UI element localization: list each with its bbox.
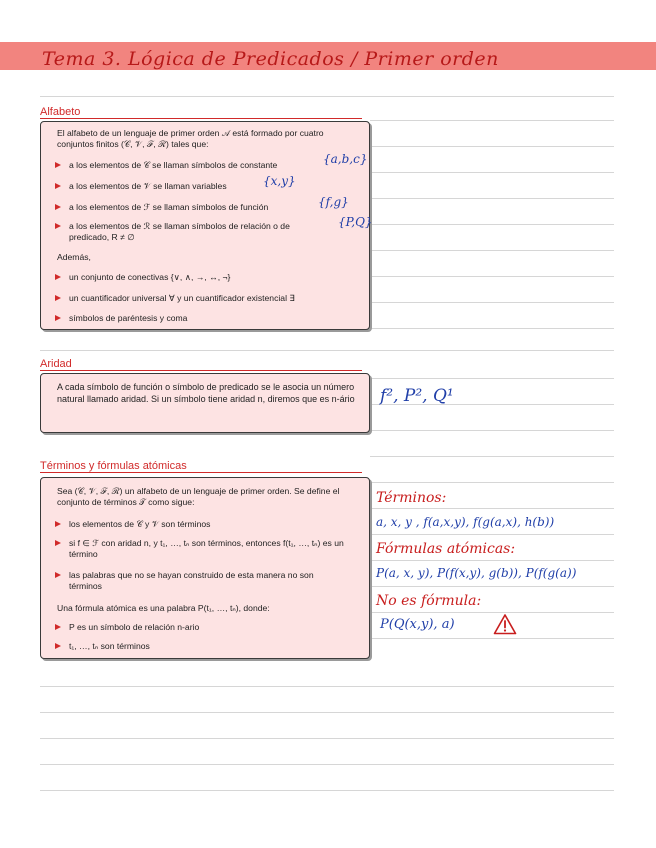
triangle-bullet-icon: [55, 624, 61, 630]
note-funciones: {f,g}: [318, 195, 349, 209]
list-item: un cuantificador universal ∀ y un cuantificador existencial ∃: [69, 293, 359, 304]
list-item: un conjunto de conectivas {∨, ∧, →, ↔, ¬}: [69, 272, 359, 283]
section-rule: [40, 118, 362, 119]
triangle-bullet-icon: [55, 540, 61, 546]
list-item: las palabras que no se hayan construido de esta manera no son términos: [69, 570, 347, 592]
triangle-bullet-icon: [55, 183, 61, 189]
triangle-bullet-icon: [55, 274, 61, 280]
list-item: P es un símbolo de relación n-ario: [69, 622, 359, 633]
list-item: a los elementos de 𝒞 se llaman símbolos de constante: [69, 160, 359, 171]
note-aridad: f², P², Q¹: [380, 386, 454, 406]
list-item: a los elementos de ℱ se llaman símbolos de función: [69, 202, 359, 213]
note-variables: {x,y}: [263, 174, 296, 188]
aridad-box: [40, 373, 370, 433]
triangle-bullet-icon: [55, 295, 61, 301]
triangle-bullet-icon: [55, 572, 61, 578]
note-no-formula-example: P(Q(x,y), a): [380, 617, 455, 632]
list-item: a los elementos de 𝒱 se llaman variables: [69, 181, 359, 192]
note-atomicas-label: Fórmulas atómicas:: [376, 541, 516, 557]
section-heading-alfabeto: Alfabeto: [40, 106, 81, 118]
alfabeto-box: [40, 121, 370, 330]
note-atomicas-example: P(a, x, y), P(f(x,y), g(b)), P(f(g(a)): [376, 566, 577, 580]
section-rule: [40, 472, 362, 473]
page-title: Tema 3. Lógica de Predicados / Primer orden: [42, 48, 499, 70]
aridad-text: A cada símbolo de función o símbolo de predicado se le asocia un número natural llamado aridad. Si un símbolo tiene aridad n, diremos que es n-ário: [57, 382, 355, 404]
formula-atomica-def: Una fórmula atómica es una palabra P(t₁, …, tₙ), donde:: [57, 603, 270, 613]
list-item: si f ∈ ℱ con aridad n, y t₁, …, tₙ son términos, entonces f(t₁, …, tₙ) es un término: [69, 538, 347, 560]
note-terminos-example: a, x, y , f(a,x,y), f(g(a,x), h(b)): [376, 515, 555, 529]
note-no-formula-label: No es fórmula:: [376, 593, 482, 609]
warning-triangle-icon: [493, 613, 517, 635]
triangle-bullet-icon: [55, 162, 61, 168]
list-item: t₁, …, tₙ son términos: [69, 641, 359, 652]
triangle-bullet-icon: [55, 315, 61, 321]
triangle-bullet-icon: [55, 643, 61, 649]
terminos-intro: Sea (𝒞, 𝒱, ℱ, ℛ) un alfabeto de un lenguaje de primer orden. Se define el conjunto de términos 𝒯 como sigue:: [57, 486, 340, 507]
note-predicados: {P,Q}: [338, 215, 373, 229]
ademas-label: Además,: [57, 252, 91, 262]
triangle-bullet-icon: [55, 521, 61, 527]
note-constantes: {a,b,c}: [323, 152, 368, 166]
list-item: los elementos de 𝒞 y 𝒱 son términos: [69, 519, 359, 530]
triangle-bullet-icon: [55, 204, 61, 210]
triangle-bullet-icon: [55, 223, 61, 229]
terminos-box: [40, 477, 370, 659]
alfabeto-intro: El alfabeto de un lenguaje de primer orden 𝒜 está formado por cuatro conjuntos finitos (𝒞, 𝒱, ℱ, ℛ) tales que:: [57, 128, 324, 149]
section-heading-terminos: Términos y fórmulas atómicas: [40, 460, 187, 472]
section-heading-aridad: Aridad: [40, 358, 72, 370]
section-rule: [40, 370, 362, 371]
list-item: símbolos de paréntesis y coma: [69, 313, 359, 324]
list-item: a los elementos de ℛ se llaman símbolos de relación o de predicado, R ≠ ∅: [69, 221, 314, 243]
note-terminos-label: Términos:: [376, 490, 447, 506]
